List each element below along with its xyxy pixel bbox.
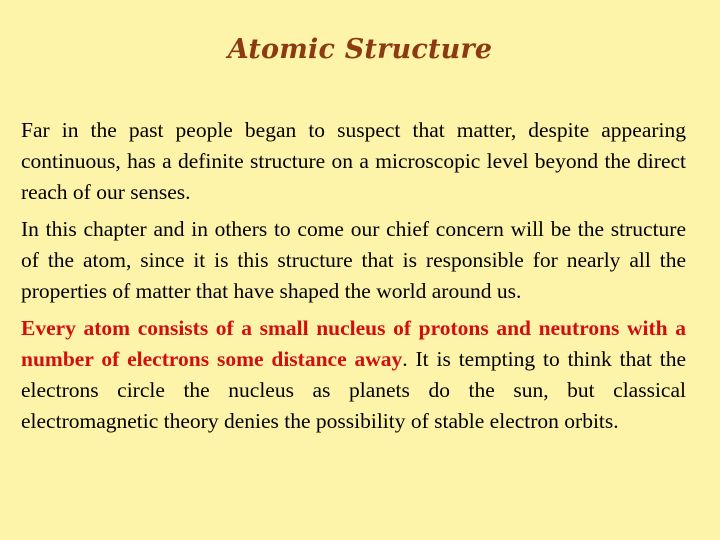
paragraph-2: In this chapter and in others to come our chief concern will be the structure of the atom, since it is this structure that is responsible for nearly all the properties of matter that have shaped the world around us. [21,217,686,303]
paragraph-1: Far in the past people began to suspect that matter, despite appearing continuous, has a definite structure on a microscopic level beyond the direct reach of our senses. [21,118,686,204]
paragraph-3-rest: . It is tempting to think that the electrons circle the nucleus as planets do the sun, but classical electromagnetic theory denies the possibility of stable electron orbits. [21,347,686,433]
paragraph-3 [21,313,686,437]
slide-title: Atomic Structure [227,34,493,65]
highlighted-statement: Every atom consists of a small nucleus of protons and neutrons with a number of electrons some distance away [21,316,686,371]
slide-body [21,115,686,443]
